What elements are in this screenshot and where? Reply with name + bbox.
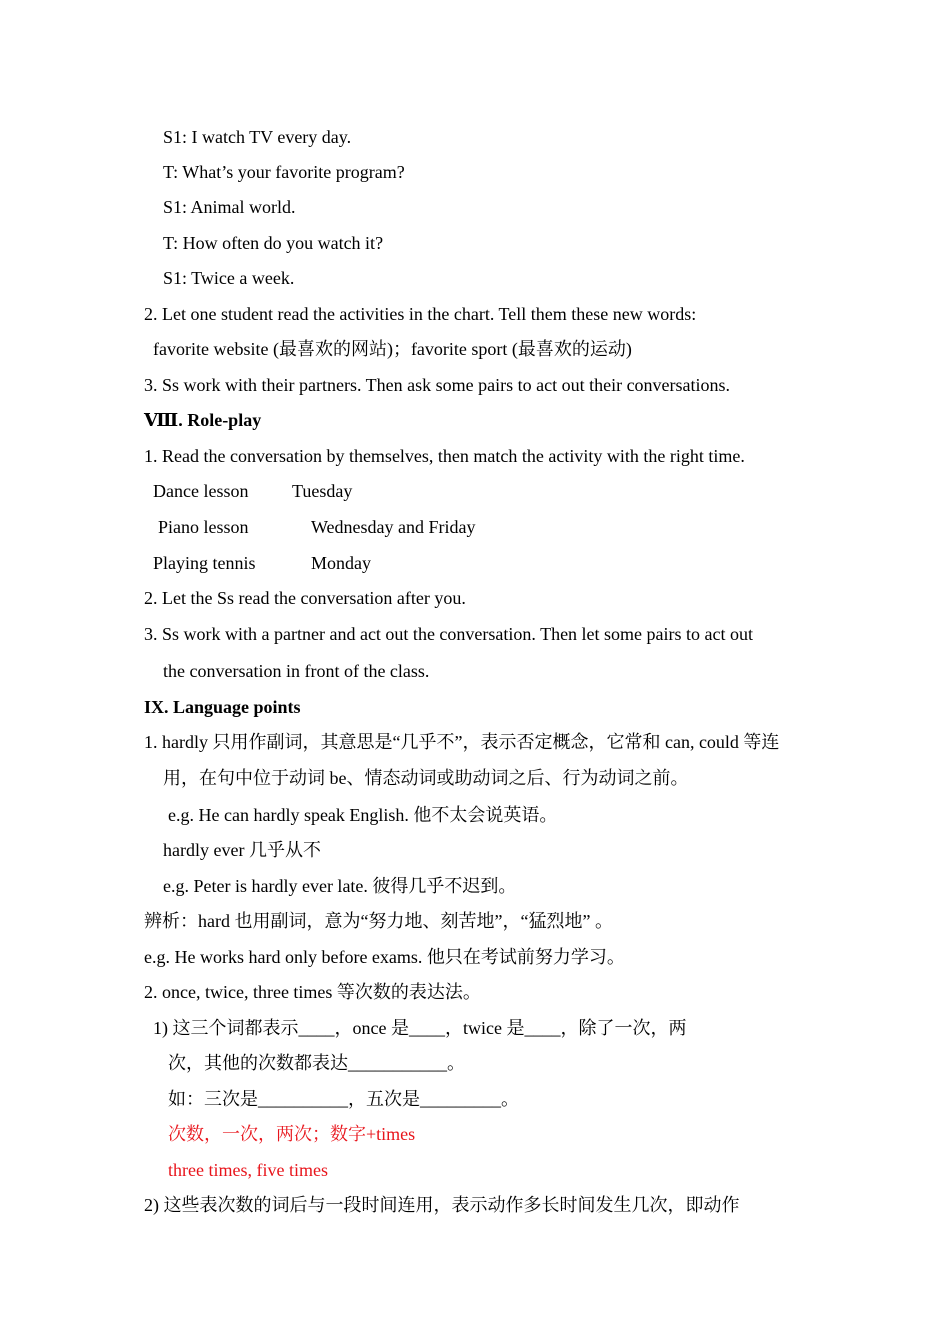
step-paragraph-continued: the conversation in front of the class. xyxy=(163,661,430,681)
dialogue-line: S1: Twice a week. xyxy=(163,268,295,288)
fill-blank-line: 如：三次是__________，五次是_________。 xyxy=(168,1089,519,1109)
match-time: Wednesday and Friday xyxy=(311,517,476,537)
match-time: Tuesday xyxy=(292,481,353,501)
match-activity: Dance lesson xyxy=(153,481,249,501)
step-paragraph: 1. Read the conversation by themselves, then match the activity with the right time. xyxy=(144,446,745,466)
section-heading: IX. Language points xyxy=(144,697,301,717)
language-point: 2. once, twice, three times 等次数的表达法。 xyxy=(144,982,481,1002)
language-point: 1. hardly 只用作副词，其意思是“几乎不”，表示否定概念，它常和 can, could 等连 xyxy=(144,732,780,752)
language-point-continued: 用，在句中位于动词 be、情态动词或助动词之后、行为动词之前。 xyxy=(163,768,689,788)
fill-blank-line: 次，其他的次数都表达___________。 xyxy=(168,1053,465,1073)
answer-line: 次数，一次，两次；数字+times xyxy=(168,1124,416,1144)
dialogue-line: S1: Animal world. xyxy=(163,197,296,217)
note-line: 辨析：hard 也用副词，意为“努力地、刻苦地”，“猛烈地” 。 xyxy=(144,911,613,931)
phrase-line: hardly ever 几乎从不 xyxy=(163,840,321,860)
step-paragraph: 3. Ss work with a partner and act out the conversation. Then let some pairs to act out xyxy=(144,624,754,644)
dialogue-line: S1: I watch TV every day. xyxy=(163,127,352,147)
section-heading: Ⅷ. Role-play xyxy=(144,410,262,430)
match-time: Monday xyxy=(311,553,371,573)
example-sentence: e.g. He works hard only before exams. 他只在考试前努力学习。 xyxy=(144,947,625,967)
step-paragraph: 2. Let one student read the activities in the chart. Tell them these new words: xyxy=(144,304,697,324)
example-sentence: e.g. Peter is hardly ever late. 彼得几乎不迟到。 xyxy=(163,876,517,896)
match-activity: Playing tennis xyxy=(153,553,256,573)
new-words-line: favorite website (最喜欢的网站)；favorite sport (最喜欢的运动) xyxy=(153,339,632,359)
fill-blank-line: 1) 这三个词都表示____，once 是____，twice 是____，除了一次，两 xyxy=(153,1018,687,1038)
example-sentence: e.g. He can hardly speak English. 他不太会说英语。 xyxy=(168,805,558,825)
step-paragraph: 3. Ss work with their partners. Then ask some pairs to act out their conversations. xyxy=(144,375,731,395)
step-paragraph: 2. Let the Ss read the conversation after you. xyxy=(144,588,466,608)
match-activity: Piano lesson xyxy=(158,517,249,537)
dialogue-line: T: How often do you watch it? xyxy=(163,233,384,253)
language-point: 2) 这些表次数的词后与一段时间连用，表示动作多长时间发生几次，即动作 xyxy=(144,1195,740,1215)
answer-line: three times, five times xyxy=(168,1160,328,1180)
dialogue-line: T: What’s your favorite program? xyxy=(163,162,405,182)
